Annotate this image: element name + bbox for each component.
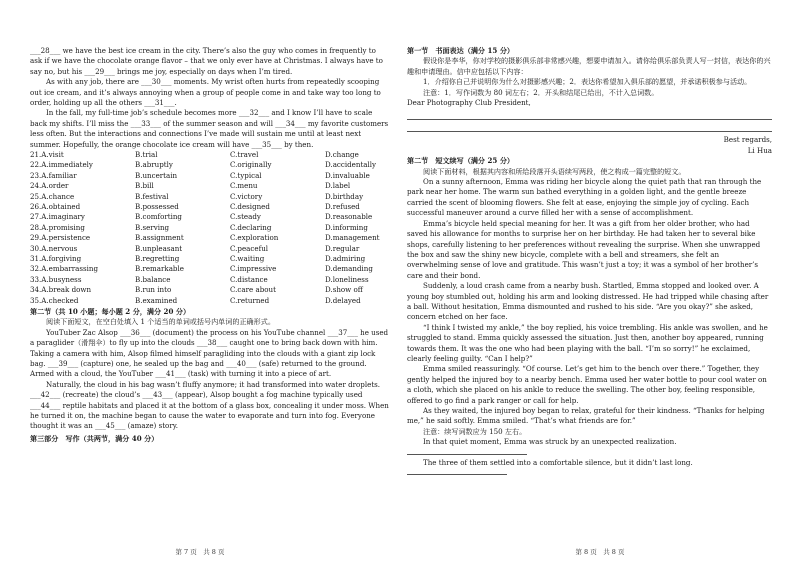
cloze-options: [30, 150, 390, 306]
writing-note: 注意：续写词数应为 150 左右。: [423, 426, 527, 436]
option-choice: 25.A.chance: [30, 191, 75, 201]
writing-prompt: 1．介绍你自己并说明你为什么对摄影感兴趣；2．表达你希望加入俱乐部的愿望，并承诺积极参与活动。: [423, 77, 752, 87]
left-column: [30, 46, 390, 444]
answer-line[interactable]: [407, 454, 527, 455]
option-choice: B.festival: [135, 191, 169, 201]
option-choice: C.originally: [230, 160, 272, 170]
option-choice: 28.A.promising: [30, 222, 85, 232]
option-choice: B.run into: [135, 285, 172, 295]
writing-note: 注意：1．写作词数为 80 词左右；2．开头和结尾已给出，不计入总词数。: [423, 87, 659, 97]
option-choice: B.assignment: [135, 233, 184, 243]
option-choice: D.change: [325, 150, 359, 160]
option-choice: D.label: [325, 181, 351, 191]
section-title: 第二节（共 10 小题；每小题 2 分，满分 20 分）: [30, 306, 191, 316]
option-row: [30, 212, 390, 222]
option-choice: B.comforting: [135, 212, 182, 222]
option-choice: 27.A.imaginary: [30, 212, 85, 222]
option-choice: C.returned: [230, 295, 270, 305]
option-row: [30, 244, 390, 254]
story-paragraph: As they waited, the injured boy began to relax, grateful for their kindness. “Thanks for helping me,” he said softly. Emma smiled. “That’s what friends are for.”: [407, 406, 765, 426]
cloze-paragraph: As with any job, there are ___30___ moments. My wrist often hurts from repeatedly scooping out ice cream, and it’s always annoying when a group of people come in and take way too long to order, holding up all the others ___31___.: [30, 77, 381, 108]
option-choice: D.show off: [325, 285, 363, 295]
grammar-paragraph: YouTuber Zac Alsop ___36___ (document) the process on his YouTube channel ___37___ he used a paraglider（滑翔伞）to fly up into the clouds ___38___ caught one to bring back down with him. Taking a camera with him, Alsop filmed himself paragliding into the clouds with a giant zip lock bag. ___39___ (capture) one, he sealed up the bag and ___40___ (safe) returned to the ground. Armed with a cloud, the YouTuber ___41___ (task) with turning it into a piece of art.: [30, 327, 389, 379]
section-title: 第一节 书面表达（满分 15 分）: [407, 46, 515, 55]
continuation-opening: In that quiet moment, Emma was struck by an unexpected realization.: [407, 437, 772, 458]
option-row: [30, 202, 390, 212]
option-choice: 33.A.busyness: [30, 274, 82, 284]
option-choice: 21.A.visit: [30, 150, 64, 160]
cloze-paragraph: In the fall, my full-time job’s schedule becomes more ___32___ and I know I’ll have to scale back my shifts. I’ll miss the ___33___ of the summer season and will ___34___ my favorite customers less often. But the interactions and connections I’ve made will sustain me until at least next summer. Hopefully, the orange chocolate ice cream will have ___35___ by then.: [30, 108, 389, 149]
option-choice: D.demanding: [325, 264, 373, 274]
answer-line[interactable]: [407, 122, 772, 132]
page-8: [400, 0, 800, 562]
letter-closing: Best regards,: [723, 135, 772, 145]
story-paragraph: On a sunny afternoon, Emma was riding her bicycle along the quiet path that ran through the park near her home. The warm sun bathed everything in a golden light, and the gentle breeze carried the scent of blooming flowers. She felt at ease, enjoying the simple joy of cycling. Each successful maneuver around a curve filled her with a sense of accomplishment.: [407, 177, 762, 218]
option-choice: D.admiring: [325, 253, 366, 263]
page-footer: 第 7 页 共 8 页: [175, 548, 225, 556]
option-choice: B.unpleasant: [135, 243, 183, 253]
option-row: [30, 285, 390, 295]
option-choice: D.refused: [325, 202, 360, 212]
option-row: [30, 264, 390, 274]
option-choice: B.uncertain: [135, 170, 178, 180]
option-choice: B.abruptly: [135, 160, 173, 170]
part-title: 第三部分 写作（共两节，满分 40 分）: [30, 433, 159, 443]
option-choice: B.examined: [135, 295, 178, 305]
option-choice: B.serving: [135, 222, 170, 232]
option-choice: C.exploration: [230, 233, 279, 243]
option-choice: C.declaring: [230, 222, 272, 232]
option-choice: C.steady: [230, 212, 261, 222]
option-row: [30, 181, 390, 191]
option-row: [30, 160, 390, 170]
option-choice: B.possessed: [135, 202, 179, 212]
section-instruction: 阅读下面材料，根据其内容和所给段落开头语续写两段，使之构成一篇完整的短文。: [423, 166, 686, 176]
option-row: [30, 150, 390, 160]
option-choice: D.invaluable: [325, 170, 370, 180]
option-choice: 29.A.persistence: [30, 233, 91, 243]
answer-line[interactable]: [407, 110, 772, 120]
option-row: [30, 171, 390, 181]
story-paragraph: Emma smiled reassuringly. “Of course. Let’s get him to the bench over there.” Together, they gently helped the injured boy to a nearby bench. Emma used her water bottle to pour cool water on a cloth, which she placed on his ankle to reduce the swelling. The other boy, feeling responsible, offered to go find a park ranger or call for help.: [407, 364, 767, 405]
letter-signature: Li Hua: [747, 145, 772, 155]
option-choice: C.care about: [230, 285, 276, 295]
option-choice: D.regular: [325, 243, 360, 253]
letter-salutation: Dear Photography Club President,: [407, 98, 531, 108]
story-paragraph: Suddenly, a loud crash came from a nearby bush. Startled, Emma stopped and looked over. A young boy stumbled out, holding his arm and looking distressed. He had tripped while chasing after a ball. Without hesitation, Emma dismounted and rushed to his side. “Are you okay?” she asked, concern etched on her face.: [407, 281, 769, 322]
option-choice: 26.A.obtained: [30, 202, 81, 212]
grammar-paragraph: Naturally, the cloud in his bag wasn’t fluffy anymore; it had transformed into water droplets. ___42___ (recreate) the cloud’s ___43___ (appear), Alsop bought a fog machine typically used ___44___ reptile habitats and placed it at the bottom of a glass box, concealing it under moss. When he turned it on, the machine began to cause the water to evaporate and turn into fog. Everyone thought it was an ___45___ (amaze) story.: [30, 379, 389, 431]
option-choice: 24.A.order: [30, 181, 69, 191]
option-choice: D.birthday: [325, 191, 364, 201]
story-paragraph: “I think I twisted my ankle,” the boy replied, his voice trembling. His ankle was swollen, and he struggled to stand. Emma quickly assessed the situation. Just then, another boy appeared, running towards them. It was the one who had been playing with the ball. “I’m so sorry!” he exclaimed, clearly feeling guilty. “Can I help?”: [407, 322, 768, 363]
option-row: [30, 192, 390, 202]
option-choice: C.distance: [230, 274, 268, 284]
option-choice: B.remarkable: [135, 264, 184, 274]
option-choice: C.designed: [230, 202, 270, 212]
option-choice: 34.A.break down: [30, 285, 92, 295]
option-choice: C.menu: [230, 181, 258, 191]
option-row: [30, 223, 390, 233]
option-choice: C.impressive: [230, 264, 277, 274]
section-title: 第二节 短文续写（满分 25 分）: [407, 156, 515, 166]
option-choice: 22.A.immediately: [30, 160, 93, 170]
option-row: [30, 254, 390, 264]
option-choice: B.trial: [135, 150, 158, 160]
writing-prompt: 假设你是李华，你对学校的摄影俱乐部非常感兴趣，想要申请加入。请你给俱乐部负责人写一封信，表达你的兴趣和申请理由。信中应包括以下内容：: [407, 56, 771, 76]
story-paragraph: Emma’s bicycle held special meaning for her. It was a gift from her older brother, who had saved his allowance for months to surprise her on her birthday. He had taken her to several bike shops, carefully listening to her preferences without revealing the surprise. When she unwrapped the box and saw the shiny new bicycle, complete with a bell and streamers, she felt an overwhelming sense of love and gratitude. This wasn’t just a toy; it was a symbol of her brother’s care and their bond.: [407, 218, 761, 280]
option-choice: D.management: [325, 233, 380, 243]
option-choice: B.balance: [135, 274, 171, 284]
option-choice: 31.A.forgiving: [30, 253, 82, 263]
option-choice: D.reasonable: [325, 212, 373, 222]
option-choice: C.travel: [230, 150, 259, 160]
option-choice: B.bill: [135, 181, 154, 191]
option-row: [30, 296, 390, 306]
right-column: [407, 46, 772, 479]
option-choice: D.loneliness: [325, 274, 369, 284]
option-choice: 32.A.embarrassing: [30, 264, 99, 274]
option-choice: 23.A.familiar: [30, 170, 77, 180]
option-choice: D.delayed: [325, 295, 361, 305]
option-choice: B.regretting: [135, 253, 180, 263]
continuation-opening: The three of them settled into a comfortable silence, but it didn’t last long.: [407, 458, 772, 479]
option-choice: C.waiting: [230, 253, 265, 263]
option-row: [30, 275, 390, 285]
page-footer: 第 8 页 共 8 页: [575, 548, 625, 556]
option-choice: D.informing: [325, 222, 368, 232]
answer-line[interactable]: [407, 474, 507, 475]
cloze-paragraph: ___28___ we have the best ice cream in the city. There’s also the guy who comes in frequently to ask if we have the chocolate orange flavor – that we only ever have at Christmas. I always have to say no, but his ___29___ brings me joy, especially on days when I’m tired.: [30, 46, 383, 76]
option-choice: 35.A.checked: [30, 295, 79, 305]
option-choice: D.accidentally: [325, 160, 377, 170]
option-choice: C.typical: [230, 170, 262, 180]
option-choice: C.victory: [230, 191, 263, 201]
section-instruction: 阅读下面短文，在空白处填入 1 个适当的单词或括号内单词的正确形式。: [46, 317, 275, 327]
option-choice: C.peaceful: [230, 243, 269, 253]
option-choice: 30.A.nervous: [30, 243, 78, 253]
option-row: [30, 233, 390, 243]
